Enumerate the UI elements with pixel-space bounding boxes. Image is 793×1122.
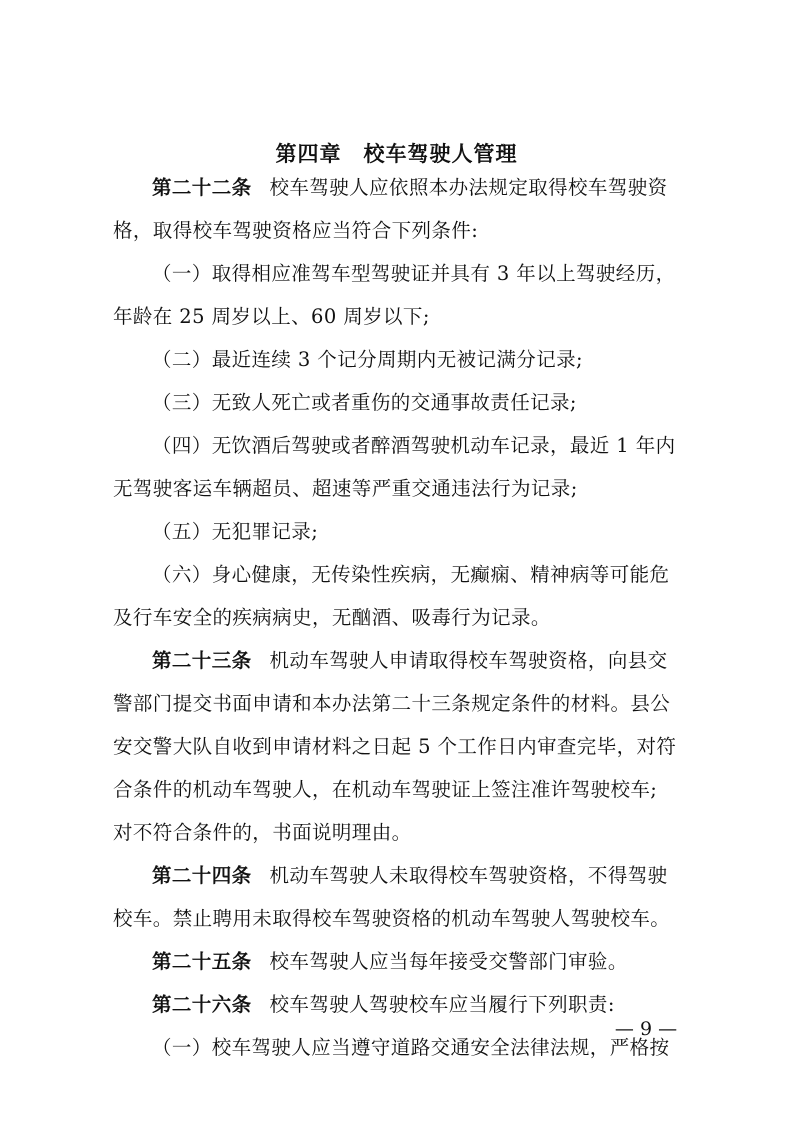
item-5-line: （五）无犯罪记录; <box>152 520 319 543</box>
article-22-line-1 <box>152 173 668 203</box>
article-23-heading: 第二十三条 <box>152 649 252 672</box>
article-23-line-5: 对不符合条件的，书面说明理由。 <box>113 821 412 844</box>
article-23-line-3: 安交警大队自收到申请材料之日起 5 个工作日内审查完毕，对符 <box>113 735 677 758</box>
text: 机动车驾驶人未取得校车驾驶资格，不得驾驶 <box>269 864 668 887</box>
item-4-line-2: 无驾驶客运车辆超员、超速等严重交通违法行为记录; <box>113 477 578 500</box>
item-2-line: （二）最近连续 3 个记分周期内无被记满分记录; <box>152 348 583 371</box>
article-24-line-2: 校车。禁止聘用未取得校车驾驶资格的机动车驾驶人驾驶校车。 <box>113 907 671 930</box>
text: 校车驾驶人驾驶校车应当履行下列职责: <box>269 993 615 1016</box>
article-24-line-1 <box>152 861 668 891</box>
article-23-line-2: 警部门提交书面申请和本办法第二十三条规定条件的材料。县公 <box>113 692 671 715</box>
item-1-line-1: （一）取得相应准驾车型驾驶证并具有 3 年以上驾驶经历， <box>152 262 676 285</box>
item-6-line-1: （六）身心健康，无传染性疾病，无癫痫、精神病等可能危 <box>152 563 670 586</box>
text: 校车驾驶人应当每年接受交警部门审验。 <box>269 950 628 973</box>
article-23-line-4: 合条件的机动车驾驶人，在机动车驾驶证上签注准许驾驶校车; <box>113 778 658 801</box>
article-23-line-1 <box>152 646 668 676</box>
article-22-heading: 第二十二条 <box>152 176 252 199</box>
page-number: — 9 — <box>614 1018 678 1040</box>
text: 机动车驾驶人申请取得校车驾驶资格，向县交 <box>269 649 668 672</box>
article-24-heading: 第二十四条 <box>152 864 252 887</box>
item-1-line-2: 年龄在 25 周岁以上、60 周岁以下; <box>113 305 430 328</box>
chapter-title: 第四章 校车驾驶人管理 <box>275 142 518 166</box>
item-4-line-1: （四）无饮酒后驾驶或者醉酒驾驶机动车记录，最近 1 年内 <box>152 434 676 457</box>
article-26-line <box>152 990 615 1020</box>
text: 校车驾驶人应依照本办法规定取得校车驾驶资 <box>269 176 668 199</box>
item-6-line-2: 及行车安全的疾病病史，无酗酒、吸毒行为记录。 <box>113 606 551 629</box>
article-25-line <box>152 947 628 977</box>
article-26-item-1-line: （一）校车驾驶人应当遵守道路交通安全法律法规，严格按 <box>152 1036 670 1059</box>
item-3-line: （三）无致人死亡或者重伤的交通事故责任记录; <box>152 391 577 414</box>
article-25-heading: 第二十五条 <box>152 950 252 973</box>
article-26-heading: 第二十六条 <box>152 993 252 1016</box>
article-22-line-2: 格，取得校车驾驶资格应当符合下列条件: <box>113 219 479 242</box>
